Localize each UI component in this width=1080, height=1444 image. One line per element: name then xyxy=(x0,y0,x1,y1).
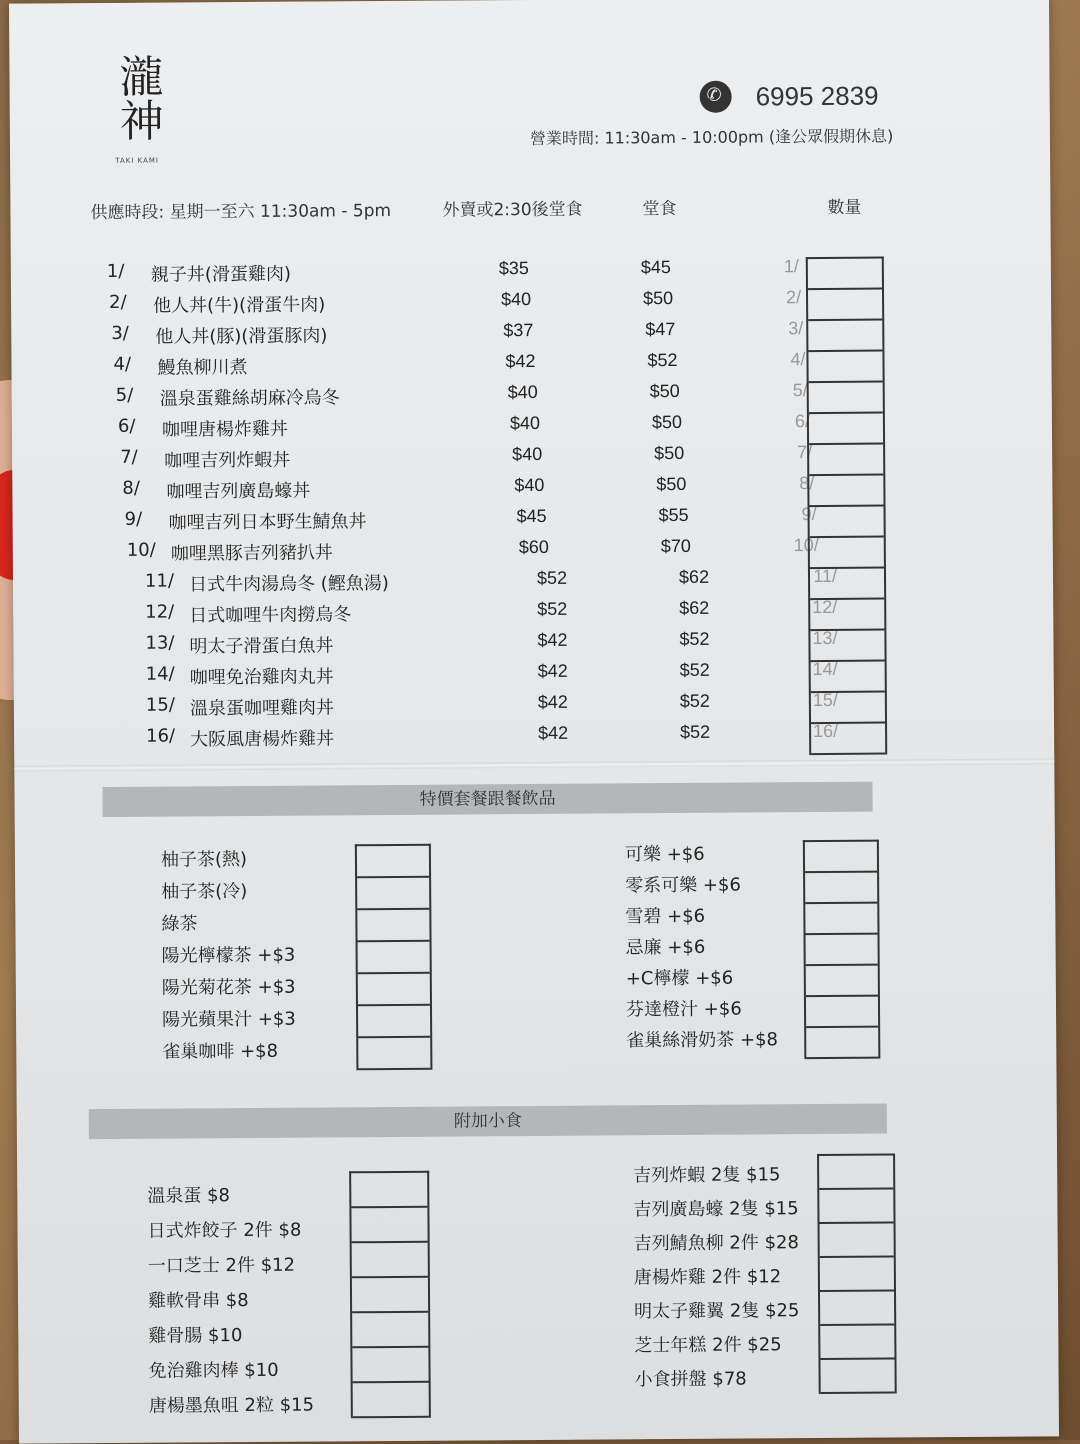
qty-box[interactable] xyxy=(810,569,884,601)
list-item: 忌廉 +$6 xyxy=(625,936,706,959)
list-item: 一口芝士 2件 $12 xyxy=(147,1254,296,1277)
takeaway-price: $42 xyxy=(537,691,568,712)
item-number: 9/ xyxy=(124,508,143,530)
item-number: 16/ xyxy=(146,725,176,747)
menu-item-row xyxy=(107,256,807,289)
list-item: 明太子雞翼 2隻 $25 xyxy=(634,1300,800,1323)
item-name: 明太子滑蛋白魚丼 xyxy=(189,635,334,658)
menu-item-row xyxy=(145,597,845,630)
item-number: 13/ xyxy=(145,632,175,654)
list-item: 柚子茶(冷) xyxy=(161,881,248,903)
list-item: 柚子茶(熱) xyxy=(160,849,248,871)
order-sheet xyxy=(9,0,1059,1444)
dinein-price: $70 xyxy=(660,535,691,557)
qty-index: 16/ xyxy=(812,720,839,742)
list-item: 唐楊炸雞 2件 $12 xyxy=(633,1266,782,1289)
qty-box[interactable] xyxy=(358,942,430,975)
qty-box[interactable] xyxy=(808,352,882,384)
list-item: 芬達橙汁 +$6 xyxy=(625,998,742,1021)
qty-box[interactable] xyxy=(809,414,883,446)
takeaway-price: $40 xyxy=(512,443,543,465)
dinein-price: $52 xyxy=(647,349,678,371)
qty-box[interactable] xyxy=(806,966,878,998)
item-name: 鰻魚柳川煮 xyxy=(157,356,248,379)
phone-number: 6995 2839 xyxy=(755,80,879,111)
opening-hours: 營業時間: 11:30am - 10:00pm (逢公眾假期休息) xyxy=(529,126,894,149)
qty-box[interactable] xyxy=(806,935,878,967)
qty-box[interactable] xyxy=(358,1038,430,1071)
list-item: 雞骨腸 $10 xyxy=(148,1325,243,1347)
qty-index: 14/ xyxy=(812,658,838,680)
qty-box[interactable] xyxy=(352,1348,428,1384)
menu-item-row xyxy=(113,349,813,382)
qty-index: 6/ xyxy=(794,411,810,432)
qty-index: 3/ xyxy=(788,318,804,339)
qty-index: 11/ xyxy=(813,565,838,587)
qty-box[interactable] xyxy=(808,321,882,353)
qty-box[interactable] xyxy=(811,662,885,694)
qty-box[interactable] xyxy=(820,1292,894,1327)
list-item: 吉列廣島蠔 2隻 $15 xyxy=(633,1198,799,1221)
snacks-title: 附加小食 xyxy=(89,1104,887,1140)
list-item: 日式炸餃子 2件 $8 xyxy=(147,1219,302,1242)
qty-box[interactable] xyxy=(820,1325,894,1360)
takeaway-price: $40 xyxy=(509,412,541,434)
menu-item-row xyxy=(127,535,827,568)
item-name: 他人丼(豚)(滑蛋豚肉) xyxy=(155,325,328,348)
takeaway-price: $52 xyxy=(536,567,568,588)
item-name: 咖哩吉列炸蝦丼 xyxy=(164,449,291,472)
drinks-right-boxes xyxy=(803,840,881,1060)
takeaway-price: $42 xyxy=(505,350,536,372)
qty-index: 15/ xyxy=(812,689,838,711)
item-number: 15/ xyxy=(145,694,175,716)
qty-index: 2/ xyxy=(785,287,802,308)
item-name: 咖哩黑豚吉列豬扒丼 xyxy=(170,542,333,565)
menu-item-row xyxy=(145,566,845,599)
item-name: 大阪風唐楊炸雞丼 xyxy=(190,728,335,751)
item-number: 6/ xyxy=(117,415,136,437)
qty-index: 13/ xyxy=(812,627,838,649)
item-number: 1/ xyxy=(106,260,125,282)
takeaway-price: $37 xyxy=(503,319,534,341)
item-name: 日式牛肉湯烏冬 (鰹魚湯) xyxy=(188,573,389,596)
logo xyxy=(101,43,172,165)
list-item: 雀巢絲滑奶茶 +$8 xyxy=(626,1029,779,1052)
qty-box[interactable] xyxy=(357,910,429,943)
dinein-price: $47 xyxy=(645,319,676,340)
qty-box[interactable] xyxy=(810,507,884,539)
list-item: 陽光檸檬茶 +$3 xyxy=(161,944,296,967)
qty-box[interactable] xyxy=(351,1173,427,1209)
dinein-price: $50 xyxy=(651,411,683,433)
menu-item-row xyxy=(125,504,825,537)
dinein-price: $50 xyxy=(642,288,674,309)
item-number: 2/ xyxy=(109,291,127,313)
qty-index: 4/ xyxy=(790,349,806,370)
list-item: 綠茶 xyxy=(161,913,198,935)
list-item: 雞軟骨串 $8 xyxy=(147,1290,249,1312)
qty-column xyxy=(806,257,887,756)
dinein-price: $52 xyxy=(680,721,711,742)
dinein-price: $52 xyxy=(679,659,710,680)
qty-box[interactable] xyxy=(357,878,429,911)
qty-box[interactable] xyxy=(806,997,878,1029)
qty-box[interactable] xyxy=(358,1006,430,1039)
qty-index: 12/ xyxy=(812,596,838,618)
qty-box[interactable] xyxy=(810,631,884,663)
qty-box[interactable] xyxy=(809,445,883,477)
dinein-price: $62 xyxy=(679,597,710,618)
dinein-price: $50 xyxy=(656,473,687,495)
list-item: 陽光蘋果汁 +$3 xyxy=(162,1008,296,1031)
takeaway-price: $42 xyxy=(537,660,568,681)
qty-box[interactable] xyxy=(352,1313,428,1349)
list-item: 吉列鯖魚柳 2件 $28 xyxy=(633,1232,799,1255)
list-item: 雀巢咖啡 +$8 xyxy=(162,1040,279,1063)
qty-header: 數量 xyxy=(827,197,862,218)
dinein-price: $50 xyxy=(649,380,680,402)
item-name: 溫泉蛋雞絲胡麻冷烏冬 xyxy=(159,387,340,410)
dinein-header: 堂食 xyxy=(642,198,677,220)
dinein-price: $45 xyxy=(640,257,671,278)
contact xyxy=(700,80,879,113)
item-number: 8/ xyxy=(122,477,140,499)
menu-item-row xyxy=(146,721,846,754)
item-name: 親子丼(滑蛋雞肉) xyxy=(150,263,292,286)
drinks-right-list xyxy=(625,838,778,1056)
takeaway-price: $45 xyxy=(516,505,547,527)
menu-item-row xyxy=(109,287,809,320)
snacks-right-boxes xyxy=(817,1153,897,1394)
qty-index: 1/ xyxy=(783,256,799,277)
qty-box[interactable] xyxy=(811,724,885,756)
dinein-price: $50 xyxy=(654,442,685,464)
takeaway-price: $35 xyxy=(498,258,529,279)
list-item: 零系可樂 +$6 xyxy=(625,874,741,897)
menu-item-row xyxy=(122,473,822,506)
qty-box[interactable] xyxy=(358,974,430,1007)
list-item: 小食拼盤 $78 xyxy=(634,1368,747,1391)
qty-box[interactable] xyxy=(805,842,877,874)
list-item: 吉列炸蝦 2隻 $15 xyxy=(633,1164,781,1187)
drinks-left-boxes xyxy=(355,844,433,1071)
item-number: 12/ xyxy=(145,601,175,623)
dinein-price: $52 xyxy=(679,690,710,711)
list-item: 免治雞肉棒 $10 xyxy=(148,1359,279,1382)
menu-item-row xyxy=(116,380,816,413)
list-item: 芝士年糕 2件 $25 xyxy=(634,1334,782,1357)
item-number: 14/ xyxy=(145,663,175,685)
snacks-left-list xyxy=(147,1178,314,1424)
qty-box[interactable] xyxy=(352,1243,428,1279)
qty-index: 7/ xyxy=(797,442,813,463)
qty-box[interactable] xyxy=(808,290,882,322)
qty-box[interactable] xyxy=(819,1190,893,1225)
qty-box[interactable] xyxy=(820,1258,894,1293)
item-number: 11/ xyxy=(144,570,175,592)
takeaway-price: $40 xyxy=(514,474,545,496)
item-name: 他人丼(牛)(滑蛋牛肉) xyxy=(153,294,326,317)
item-number: 10/ xyxy=(126,539,156,561)
takeaway-header: 外賣或2:30後堂食 xyxy=(442,199,583,221)
drinks-title: 特價套餐跟餐飲品 xyxy=(102,782,872,817)
list-item: +C檸檬 +$6 xyxy=(625,967,734,990)
qty-box[interactable] xyxy=(808,259,882,291)
qty-box[interactable] xyxy=(820,1359,894,1394)
takeaway-price: $52 xyxy=(537,598,568,619)
qty-index: 10/ xyxy=(793,535,819,556)
qty-box[interactable] xyxy=(820,1224,894,1259)
item-number: 3/ xyxy=(111,322,129,344)
qty-box[interactable] xyxy=(805,904,877,936)
qty-index: 8/ xyxy=(799,473,815,494)
item-number: 4/ xyxy=(113,353,132,375)
whatsapp-icon xyxy=(700,81,732,113)
qty-box[interactable] xyxy=(352,1278,428,1314)
menu-item-row xyxy=(145,628,845,661)
qty-box[interactable] xyxy=(353,1383,429,1419)
snacks-right-list xyxy=(633,1158,800,1397)
supply-period: 供應時段: 星期一至六 11:30am - 5pm xyxy=(90,200,392,224)
list-item: 陽光菊花茶 +$3 xyxy=(161,976,296,999)
qty-box[interactable] xyxy=(810,600,884,632)
item-name: 咖哩吉列廣島蠔丼 xyxy=(166,480,311,503)
paper-fold xyxy=(14,758,1054,771)
menu-item-row xyxy=(118,411,818,444)
takeaway-price: $60 xyxy=(518,536,549,558)
qty-box[interactable] xyxy=(351,1208,427,1244)
qty-index: 5/ xyxy=(792,380,808,401)
qty-box[interactable] xyxy=(806,1028,878,1060)
drinks-left-list xyxy=(161,844,296,1069)
item-number: 5/ xyxy=(115,384,134,406)
qty-box[interactable] xyxy=(819,1156,893,1191)
item-name: 日式咖哩牛肉撈烏冬 xyxy=(189,604,352,627)
item-name: 溫泉蛋咖哩雞肉丼 xyxy=(189,697,334,720)
logo-romaji: TAKI KAMI xyxy=(115,156,159,165)
dinein-price: $52 xyxy=(679,628,710,649)
list-item: 雪碧 +$6 xyxy=(625,905,706,928)
qty-box[interactable] xyxy=(810,538,884,570)
qty-box[interactable] xyxy=(805,873,877,905)
qty-box[interactable] xyxy=(809,476,883,508)
item-name: 咖哩吉列日本野生鯖魚丼 xyxy=(168,511,367,534)
takeaway-price: $42 xyxy=(537,629,568,650)
list-item: 溫泉蛋 $8 xyxy=(147,1185,231,1207)
item-name: 咖哩免治雞肉丸丼 xyxy=(189,666,334,689)
item-name: 咖哩唐楊炸雞丼 xyxy=(161,418,289,441)
logo-name: 瀧神 xyxy=(111,53,163,142)
menu-item-row xyxy=(111,318,811,351)
qty-index: 9/ xyxy=(801,504,817,525)
qty-box[interactable] xyxy=(811,693,885,725)
list-item: 可樂 +$6 xyxy=(624,843,705,866)
qty-box[interactable] xyxy=(357,846,429,879)
menu-item-row xyxy=(146,690,846,723)
snacks-left-boxes xyxy=(349,1171,431,1419)
dinein-price: $62 xyxy=(678,566,710,587)
dinein-price: $55 xyxy=(658,504,689,526)
takeaway-price: $42 xyxy=(538,722,569,743)
item-number: 7/ xyxy=(120,446,138,468)
menu-item-row xyxy=(120,442,820,475)
menu-item-row xyxy=(146,659,846,692)
takeaway-price: $40 xyxy=(507,381,538,403)
takeaway-price: $40 xyxy=(500,289,532,310)
list-item: 唐楊墨魚咀 2粒 $15 xyxy=(148,1394,315,1417)
qty-box[interactable] xyxy=(809,383,883,415)
